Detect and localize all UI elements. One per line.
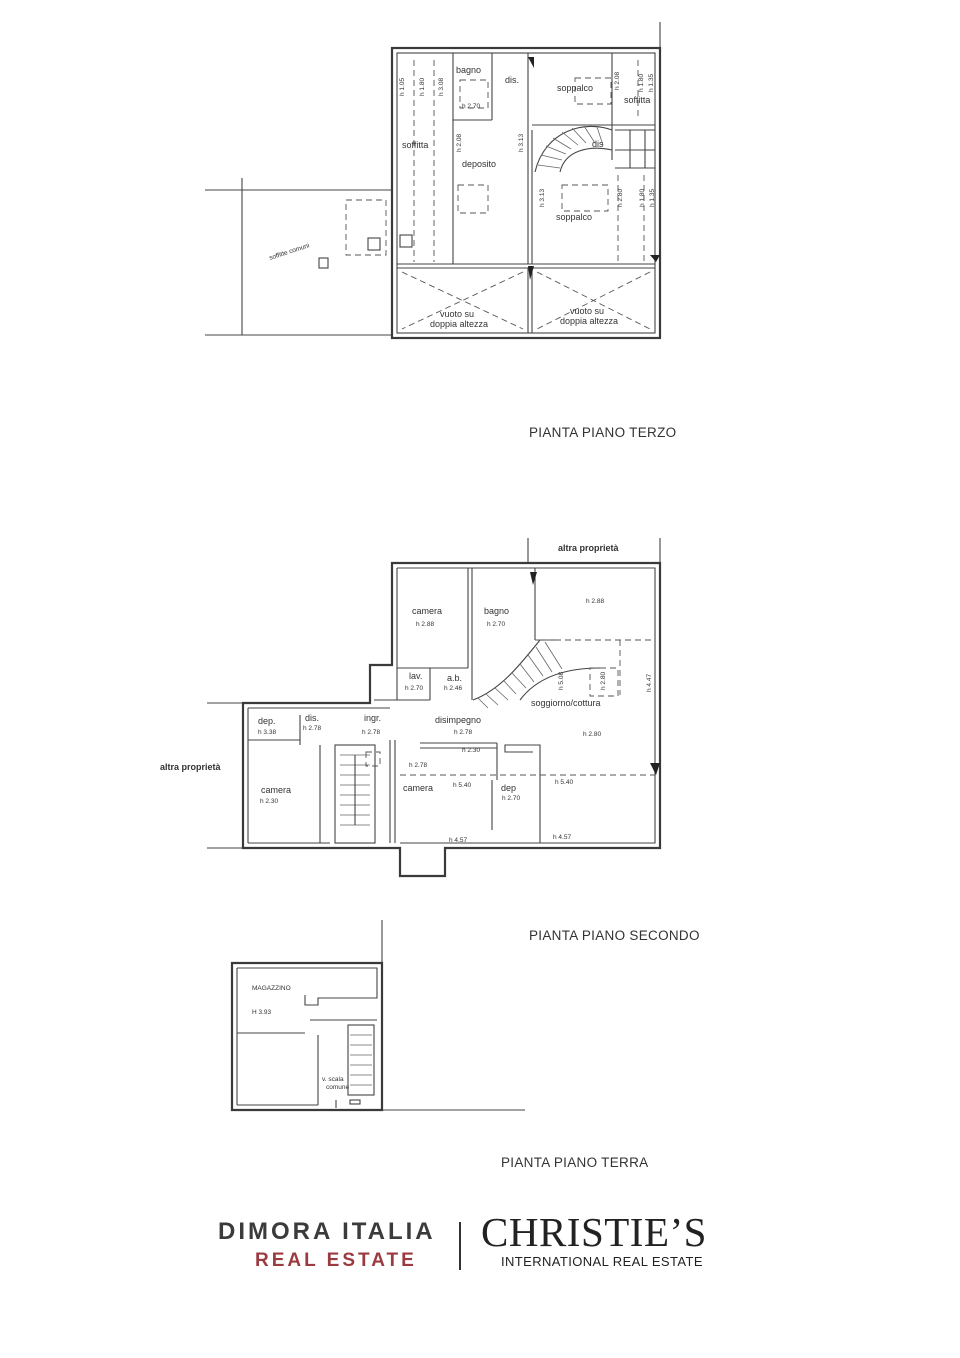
height-label: h 5.08 <box>558 671 565 690</box>
height-label: h 2.46 <box>444 685 463 692</box>
label-altra-proprieta: altra proprietà <box>160 762 221 772</box>
christies-logo: CHRISTIE’S <box>481 1209 707 1255</box>
height-label: h 4.57 <box>553 834 572 841</box>
height-label: h 4.47 <box>646 673 653 692</box>
height-label: h 2.30 <box>462 747 481 754</box>
room-label-vuoto: vuoto su <box>570 306 605 316</box>
height-label: h 2.88 <box>416 621 435 628</box>
height-label: h 2.80 <box>617 188 624 207</box>
height-label: h 2.78 <box>454 729 473 736</box>
room-label-lav: lav. <box>409 671 423 681</box>
height-label: h 2.78 <box>303 725 322 732</box>
height-label: h 3.08 <box>438 77 445 96</box>
height-label: h 3.13 <box>539 188 546 207</box>
height-label: h 2.08 <box>456 133 463 152</box>
dimora-italia-logo: DIMORA ITALIA <box>218 1218 436 1245</box>
room-label-camera: camera <box>403 783 434 793</box>
height-label: h 2.70 <box>405 685 424 692</box>
room-label-ingr: ingr. <box>364 713 382 723</box>
height-label: h 4.57 <box>449 837 468 844</box>
footer-logos <box>218 1209 758 1274</box>
height-label: h 3.13 <box>518 133 525 152</box>
height-label: h 3.38 <box>258 729 277 736</box>
height-label: h 1.05 <box>399 77 406 96</box>
height-label: h 2.80 <box>583 731 602 738</box>
christies-subtitle: INTERNATIONAL REAL ESTATE <box>501 1254 703 1269</box>
height-label: h 2.70 <box>462 103 481 110</box>
height-label: h 1.80 <box>639 188 646 207</box>
height-label: h 2.78 <box>362 729 381 736</box>
label-altra-proprieta: altra proprietà <box>558 543 619 553</box>
plan-second-floor <box>160 538 660 876</box>
logo-separator <box>459 1222 461 1270</box>
room-label-soggiorno: soggiorno/cottura <box>531 698 601 708</box>
height-label: H 3.93 <box>252 1009 272 1016</box>
room-label-soffitta: soffitta <box>624 95 651 105</box>
plan-third-floor <box>205 22 660 338</box>
room-label-deposito: deposito <box>462 159 497 169</box>
height-label: h 1.35 <box>649 188 656 207</box>
height-label: h 2.88 <box>586 598 605 605</box>
room-label-camera: camera <box>412 606 443 616</box>
room-label-v-scala: v. scala <box>322 1076 344 1083</box>
plan-title-ground-floor: PIANTA PIANO TERRA <box>501 1155 649 1170</box>
room-label-bagno: bagno <box>456 65 482 75</box>
room-label-camera: camera <box>261 785 292 795</box>
plan-title-second-floor: PIANTA PIANO SECONDO <box>529 928 700 943</box>
room-label-disimpegno: disimpegno <box>435 715 482 725</box>
room-label-dis: dis. <box>305 713 320 723</box>
room-label-dis: dis <box>592 139 604 149</box>
room-label-soppalco: soppalco <box>557 83 594 93</box>
height-label: h 5.40 <box>453 782 472 789</box>
room-label-soppalco: soppalco <box>556 212 593 222</box>
plan-title-third-floor: PIANTA PIANO TERZO <box>529 425 677 440</box>
room-label-bagno: bagno <box>484 606 510 616</box>
room-label-dep: dep. <box>258 716 276 726</box>
height-label: h 2.30 <box>260 798 279 805</box>
plan-ground-floor <box>232 920 525 1110</box>
dimora-real-estate-logo: REAL ESTATE <box>255 1250 417 1271</box>
height-label: h 1.80 <box>638 73 645 92</box>
room-label-comune: comune <box>326 1084 350 1091</box>
height-label: h 1.80 <box>419 77 426 96</box>
height-label: h 2.80 <box>600 671 607 690</box>
room-label-soffitta: soffitta <box>402 140 429 150</box>
room-label-magazzino: MAGAZZINO <box>252 985 291 992</box>
height-label: h 2.70 <box>502 795 521 802</box>
room-label-dis: dis. <box>505 75 520 85</box>
room-label-ab: a.b. <box>447 673 463 683</box>
room-label-doppia-altezza: doppia altezza <box>560 316 619 326</box>
height-label: h 2.70 <box>487 621 506 628</box>
room-label-vuoto: vuoto su <box>440 309 475 319</box>
room-label-dep: dep <box>501 783 517 793</box>
height-label: h 2.78 <box>409 762 428 769</box>
height-label: h 1.35 <box>648 73 655 92</box>
room-label-doppia-altezza: doppia altezza <box>430 319 489 329</box>
height-label: h 2.08 <box>614 71 621 90</box>
height-label: h 5.40 <box>555 779 574 786</box>
room-label-soffitte-comuni: soffitte comuni <box>268 242 311 262</box>
